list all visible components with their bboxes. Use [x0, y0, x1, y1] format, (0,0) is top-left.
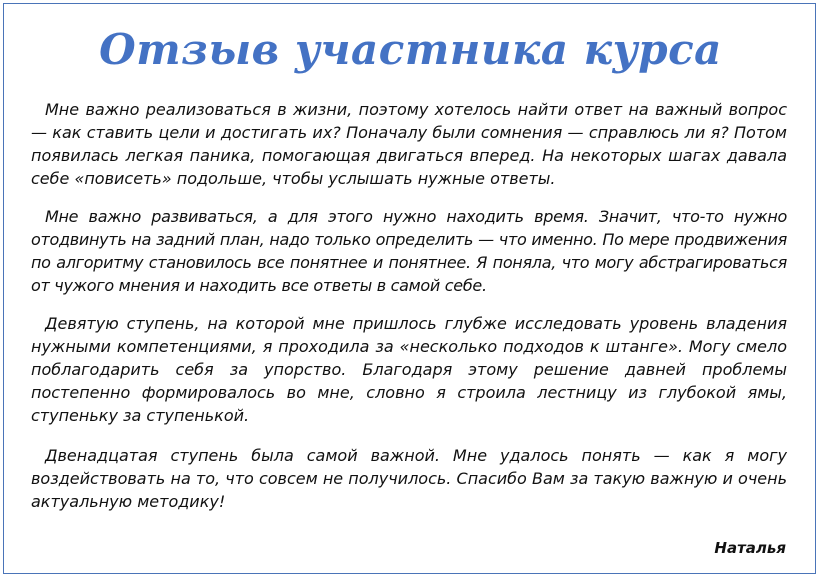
page-title: Отзыв участника курса	[99, 25, 722, 74]
review-paragraph-3: Девятую ступень, на которой мне пришлось глубже исследовать уровень владения нужными компетенциями, я проходила за «несколько подходов к штанге». Могу смело поблагодарить себя за упорство. Благодаря этому решение давней проблемы постепенно формировалось во мне, словно я строила лестницу из глубокой ямы, ступеньку за ступенькой.	[31, 314, 787, 425]
review-paragraph-1: Мне важно реализоваться в жизни, поэтому хотелось найти ответ на важный вопрос — как ставить цели и достигать их? Поначалу были сомнения — справлюсь ли я? Потом появилась легкая паника, помогающая двигаться вперед. На некоторых шагах давала себе «повисеть» подольше, чтобы услышать нужные ответы.	[31, 100, 787, 188]
review-paragraph-4: Двенадцатая ступень была самой важной. Мне удалось понять — как я могу воздействовать на то, что совсем не получилось. Спасибо Вам за такую важную и очень актуальную методику!	[31, 446, 787, 511]
author-signature: Наталья	[714, 539, 786, 557]
review-body	[31, 98, 787, 528]
review-paragraph-2: Мне важно развиваться, а для этого нужно находить время. Значит, что-то нужно отодвинуть на задний план, надо только определить — что именно. По мере продвижения по алгоритму становилось все понятнее и понятнее. Я поняла, что могу абстрагироваться от чужого мнения и находить все ответы в самой себе.	[31, 207, 787, 295]
